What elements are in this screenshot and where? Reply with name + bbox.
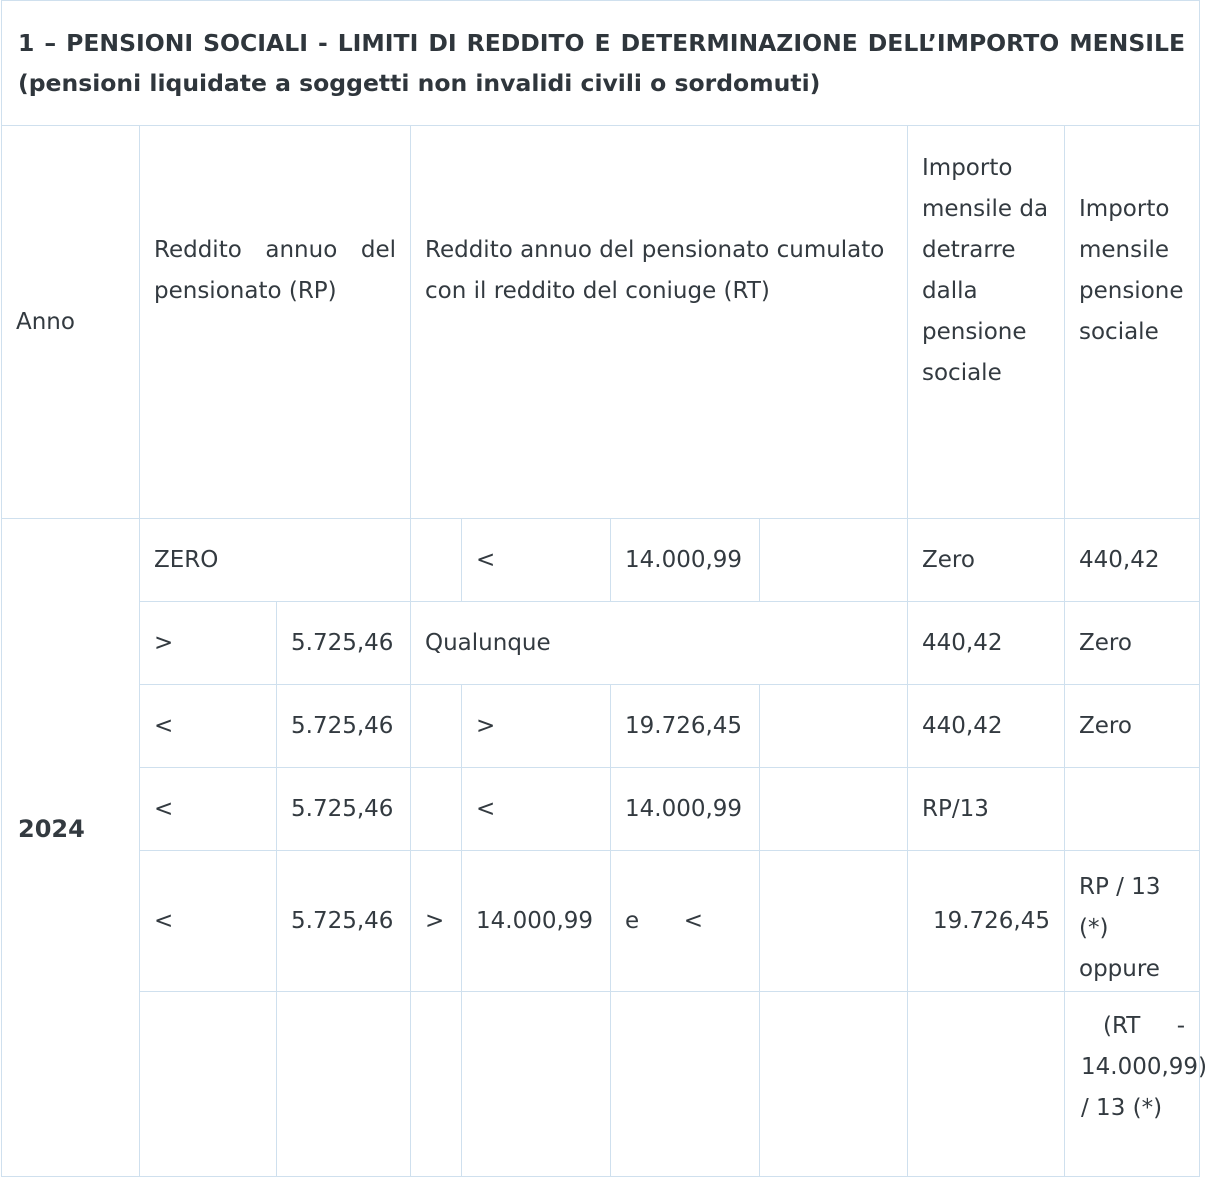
rt-operator-1: > [411, 851, 462, 992]
importo-value [1065, 768, 1200, 851]
header-rt-line2: con il reddito del coniuge (RT) [425, 278, 770, 304]
title-line-1: 1 – PENSIONI SOCIALI - LIMITI DI REDDITO E DETERMINAZIONE DELL’IMPORTO MENSILE [18, 29, 1186, 57]
rp-operator: < [140, 768, 277, 851]
rp-value: 5.725,46 [277, 768, 411, 851]
table-row [2, 992, 1200, 1177]
empty-cell [277, 992, 411, 1177]
detrarre-line1: (RT - [1103, 1013, 1186, 1039]
empty-cell [760, 851, 908, 992]
rt-operator-2: < [683, 907, 704, 934]
detrarre-line1: RP / 13 (*) [1079, 874, 1161, 941]
importo-value: Zero [1065, 602, 1200, 685]
rt-operator: < [462, 768, 611, 851]
empty-cell [760, 992, 908, 1177]
table-row [2, 685, 1200, 768]
rt-value: 14.000,99 [611, 519, 760, 602]
rt-value: 14.000,99 [611, 768, 760, 851]
rt-operator: < [462, 519, 611, 602]
detrarre-line2: 14.000,99) [1081, 1054, 1207, 1080]
table-row [2, 851, 1200, 992]
empty-cell [611, 992, 760, 1177]
detrarre-formula [1065, 851, 1200, 992]
header-row [2, 126, 1200, 519]
empty-cell [411, 768, 462, 851]
pension-table [1, 0, 1207, 1177]
title-line-2: (pensioni liquidate a soggetti non invalidi civili o sordomuti) [18, 69, 821, 97]
empty-cell [411, 519, 462, 602]
empty-cell [462, 992, 611, 1177]
detrarre-value: 440,42 [908, 602, 1065, 685]
detrarre-value: RP/13 [908, 768, 1065, 851]
empty-cell [908, 992, 1065, 1177]
rp-operator: < [140, 851, 277, 992]
rp-value: 5.725,46 [277, 685, 411, 768]
rp-operator: < [140, 685, 277, 768]
rt-value-1: 14.000,99 [462, 851, 611, 992]
rt-conjunction: e [625, 907, 640, 934]
header-importo: Importo mensile pensione sociale [1065, 126, 1200, 519]
detrarre-formula [1065, 992, 1207, 1177]
detrarre-value: 440,42 [908, 685, 1065, 768]
detrarre-line2: oppure [1079, 956, 1160, 982]
rp-value: 5.725,46 [277, 602, 411, 685]
header-rp-line2: pensionato (RP) [154, 278, 337, 304]
rt-text: Qualunque [411, 602, 908, 685]
rt-value-2: 19.726,45 [908, 851, 1065, 992]
table-row [2, 519, 1200, 602]
header-anno: Anno [2, 126, 140, 519]
header-rp-line1: Reddito annuo del [154, 237, 396, 263]
rt-value: 19.726,45 [611, 685, 760, 768]
empty-cell [760, 768, 908, 851]
rt-conjunction-cell [611, 851, 760, 992]
header-detrarre: Importo mensile da detrarre dalla pensione sociale [908, 126, 1065, 519]
rp-operator: > [140, 602, 277, 685]
importo-value: 440,42 [1065, 519, 1200, 602]
table-title [2, 1, 1200, 126]
header-rt [411, 126, 908, 519]
empty-cell [411, 992, 462, 1177]
importo-value: Zero [1065, 685, 1200, 768]
header-rt-line1: Reddito annuo del pensionato cumulato [425, 237, 885, 263]
rt-operator: > [462, 685, 611, 768]
header-rp [140, 126, 411, 519]
table-row [2, 768, 1200, 851]
detrarre-value: Zero [908, 519, 1065, 602]
empty-cell [760, 685, 908, 768]
year-cell: 2024 [2, 519, 140, 1177]
table-row [2, 602, 1200, 685]
detrarre-line3: / 13 (*) [1081, 1095, 1163, 1121]
empty-cell [760, 519, 908, 602]
empty-cell [140, 992, 277, 1177]
empty-cell [411, 685, 462, 768]
rp-value: 5.725,46 [277, 851, 411, 992]
rp-cell: ZERO [140, 519, 411, 602]
